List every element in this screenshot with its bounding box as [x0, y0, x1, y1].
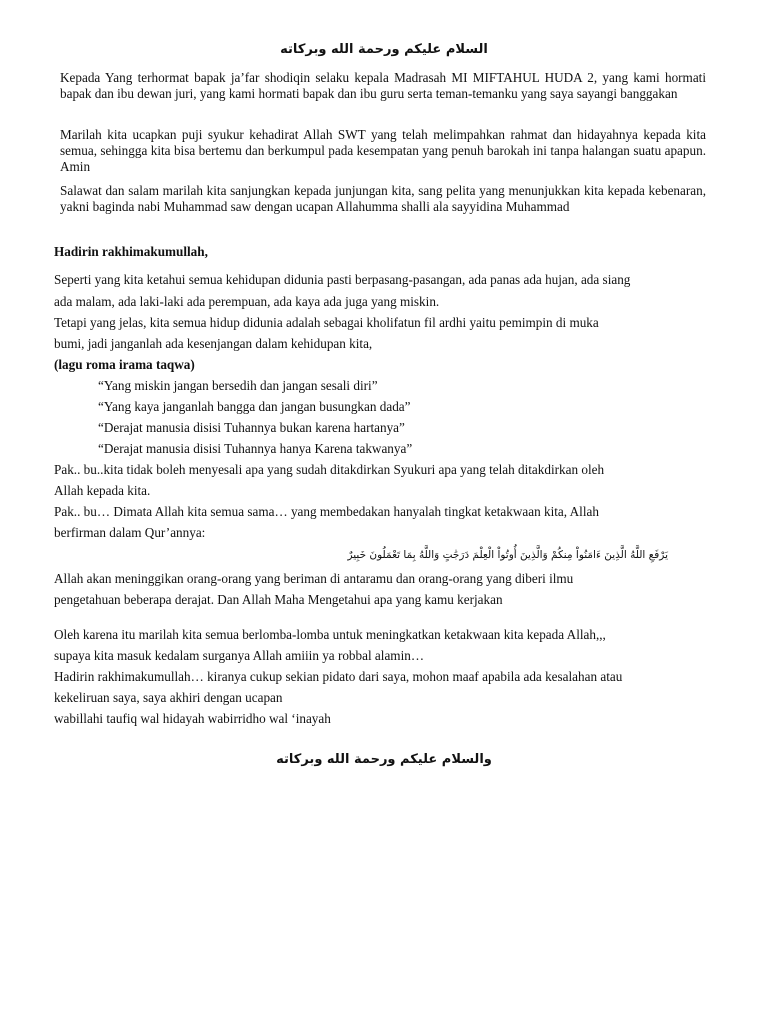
body-line: bumi, jadi janganlah ada kesenjangan dalam kehidupan kita,	[54, 336, 373, 351]
closing-line: wabillahi taufiq wal hidayah wabirridho wal ‘inayah	[54, 711, 331, 726]
body-line: Pak.. bu… Dimata Allah kita semua sama… yang membedakan hanyalah tingkat ketakwaan kita, Allah	[54, 504, 599, 519]
body-line: Tetapi yang jelas, kita semua hidup didunia adalah sebagai kholifatun fil ardhi yaitu pemimpin di muka	[54, 315, 599, 330]
intro-paragraph-gratitude: Marilah kita ucapkan puji syukur kehadirat Allah SWT yang telah melimpahkan rahmat dan hidayahnya kepada kita semua, sehingga kita bisa bertemu dan berkumpul pada kesempatan yang penuh barokah ini tanpa halangan suatu apapun. Amin	[60, 127, 706, 174]
song-lyric-line: “Yang miskin jangan bersedih dan jangan sesali diri”	[98, 378, 378, 393]
intro-paragraph-greeting: Kepada Yang terhormat bapak ja’far shodiqin selaku kepala Madrasah MI MIFTAHUL HUDA 2, yang kami hormati bapak dan ibu dewan juri, yang kami hormati bapak dan ibu guru serta teman-temanku yang saya sayangi banggakan	[60, 70, 706, 101]
closing-line: Hadirin rakhimakumullah… kiranya cukup sekian pidato dari saya, mohon maaf apabila ada kesalahan atau	[54, 669, 623, 684]
intro-paragraph-salawat: Salawat dan salam marilah kita sanjungkan kepada junjungan kita, sang pelita yang menunjukkan kita kepada kebenaran, yakni baginda nabi Muhammad saw dengan ucapan Allahumma shalli ala sayyidina Muhammad	[60, 183, 706, 214]
verse-translation-line: pengetahuan beberapa derajat. Dan Allah Maha Mengetahui apa yang kamu kerjakan	[54, 592, 503, 607]
song-lyric-line: “Derajat manusia disisi Tuhannya hanya Karena takwanya”	[98, 441, 413, 456]
audience-greeting: Hadirin rakhimakumullah,	[54, 244, 208, 259]
body-line: ada malam, ada laki-laki ada perempuan, ada kaya ada juga yang miskin.	[54, 294, 440, 309]
body-line: Allah kepada kita.	[54, 483, 151, 498]
closing-line: supaya kita masuk kedalam surganya Allah amiiin ya robbal alamin…	[54, 648, 425, 663]
verse-translation-line: Allah akan meninggikan orang-orang yang beriman di antaramu dan orang-orang yang diberi ilmu	[54, 571, 574, 586]
closing-salam-heading: والسلام عليكم ورحمة الله وبركاته	[276, 752, 492, 767]
quran-verse: يَرْفَعِ اللَّهُ الَّذِينَ ءَامَنُواْ مِنكُمْ وَالَّذِينَ أُوتُواْ الْعِلْمَ دَرَجَٰتٍ وَاللَّهُ بِمَا تَعْمَلُونَ خَبِيرٌ	[347, 549, 668, 561]
closing-line: Oleh karena itu marilah kita semua berlomba-lomba untuk meningkatkan ketakwaan kita kepada Allah,,,	[54, 627, 606, 642]
opening-salam-heading: السلام عليكم ورحمة الله وبركاته	[280, 42, 488, 57]
song-lyric-line: “Yang kaya janganlah bangga dan jangan busungkan dada”	[98, 399, 411, 414]
body-line: berfirman dalam Qur’annya:	[54, 525, 206, 540]
closing-line: kekeliruan saya, saya akhiri dengan ucapan	[54, 690, 283, 705]
song-title: (lagu roma irama taqwa)	[54, 357, 195, 372]
body-line: Seperti yang kita ketahui semua kehidupan didunia pasti berpasang-pasangan, ada panas ada hujan, ada siang	[54, 272, 631, 287]
song-lyric-line: “Derajat manusia disisi Tuhannya bukan karena hartanya”	[98, 420, 405, 435]
body-line: Pak.. bu..kita tidak boleh menyesali apa yang sudah ditakdirkan Syukuri apa yang telah ditakdirkan oleh	[54, 462, 605, 477]
